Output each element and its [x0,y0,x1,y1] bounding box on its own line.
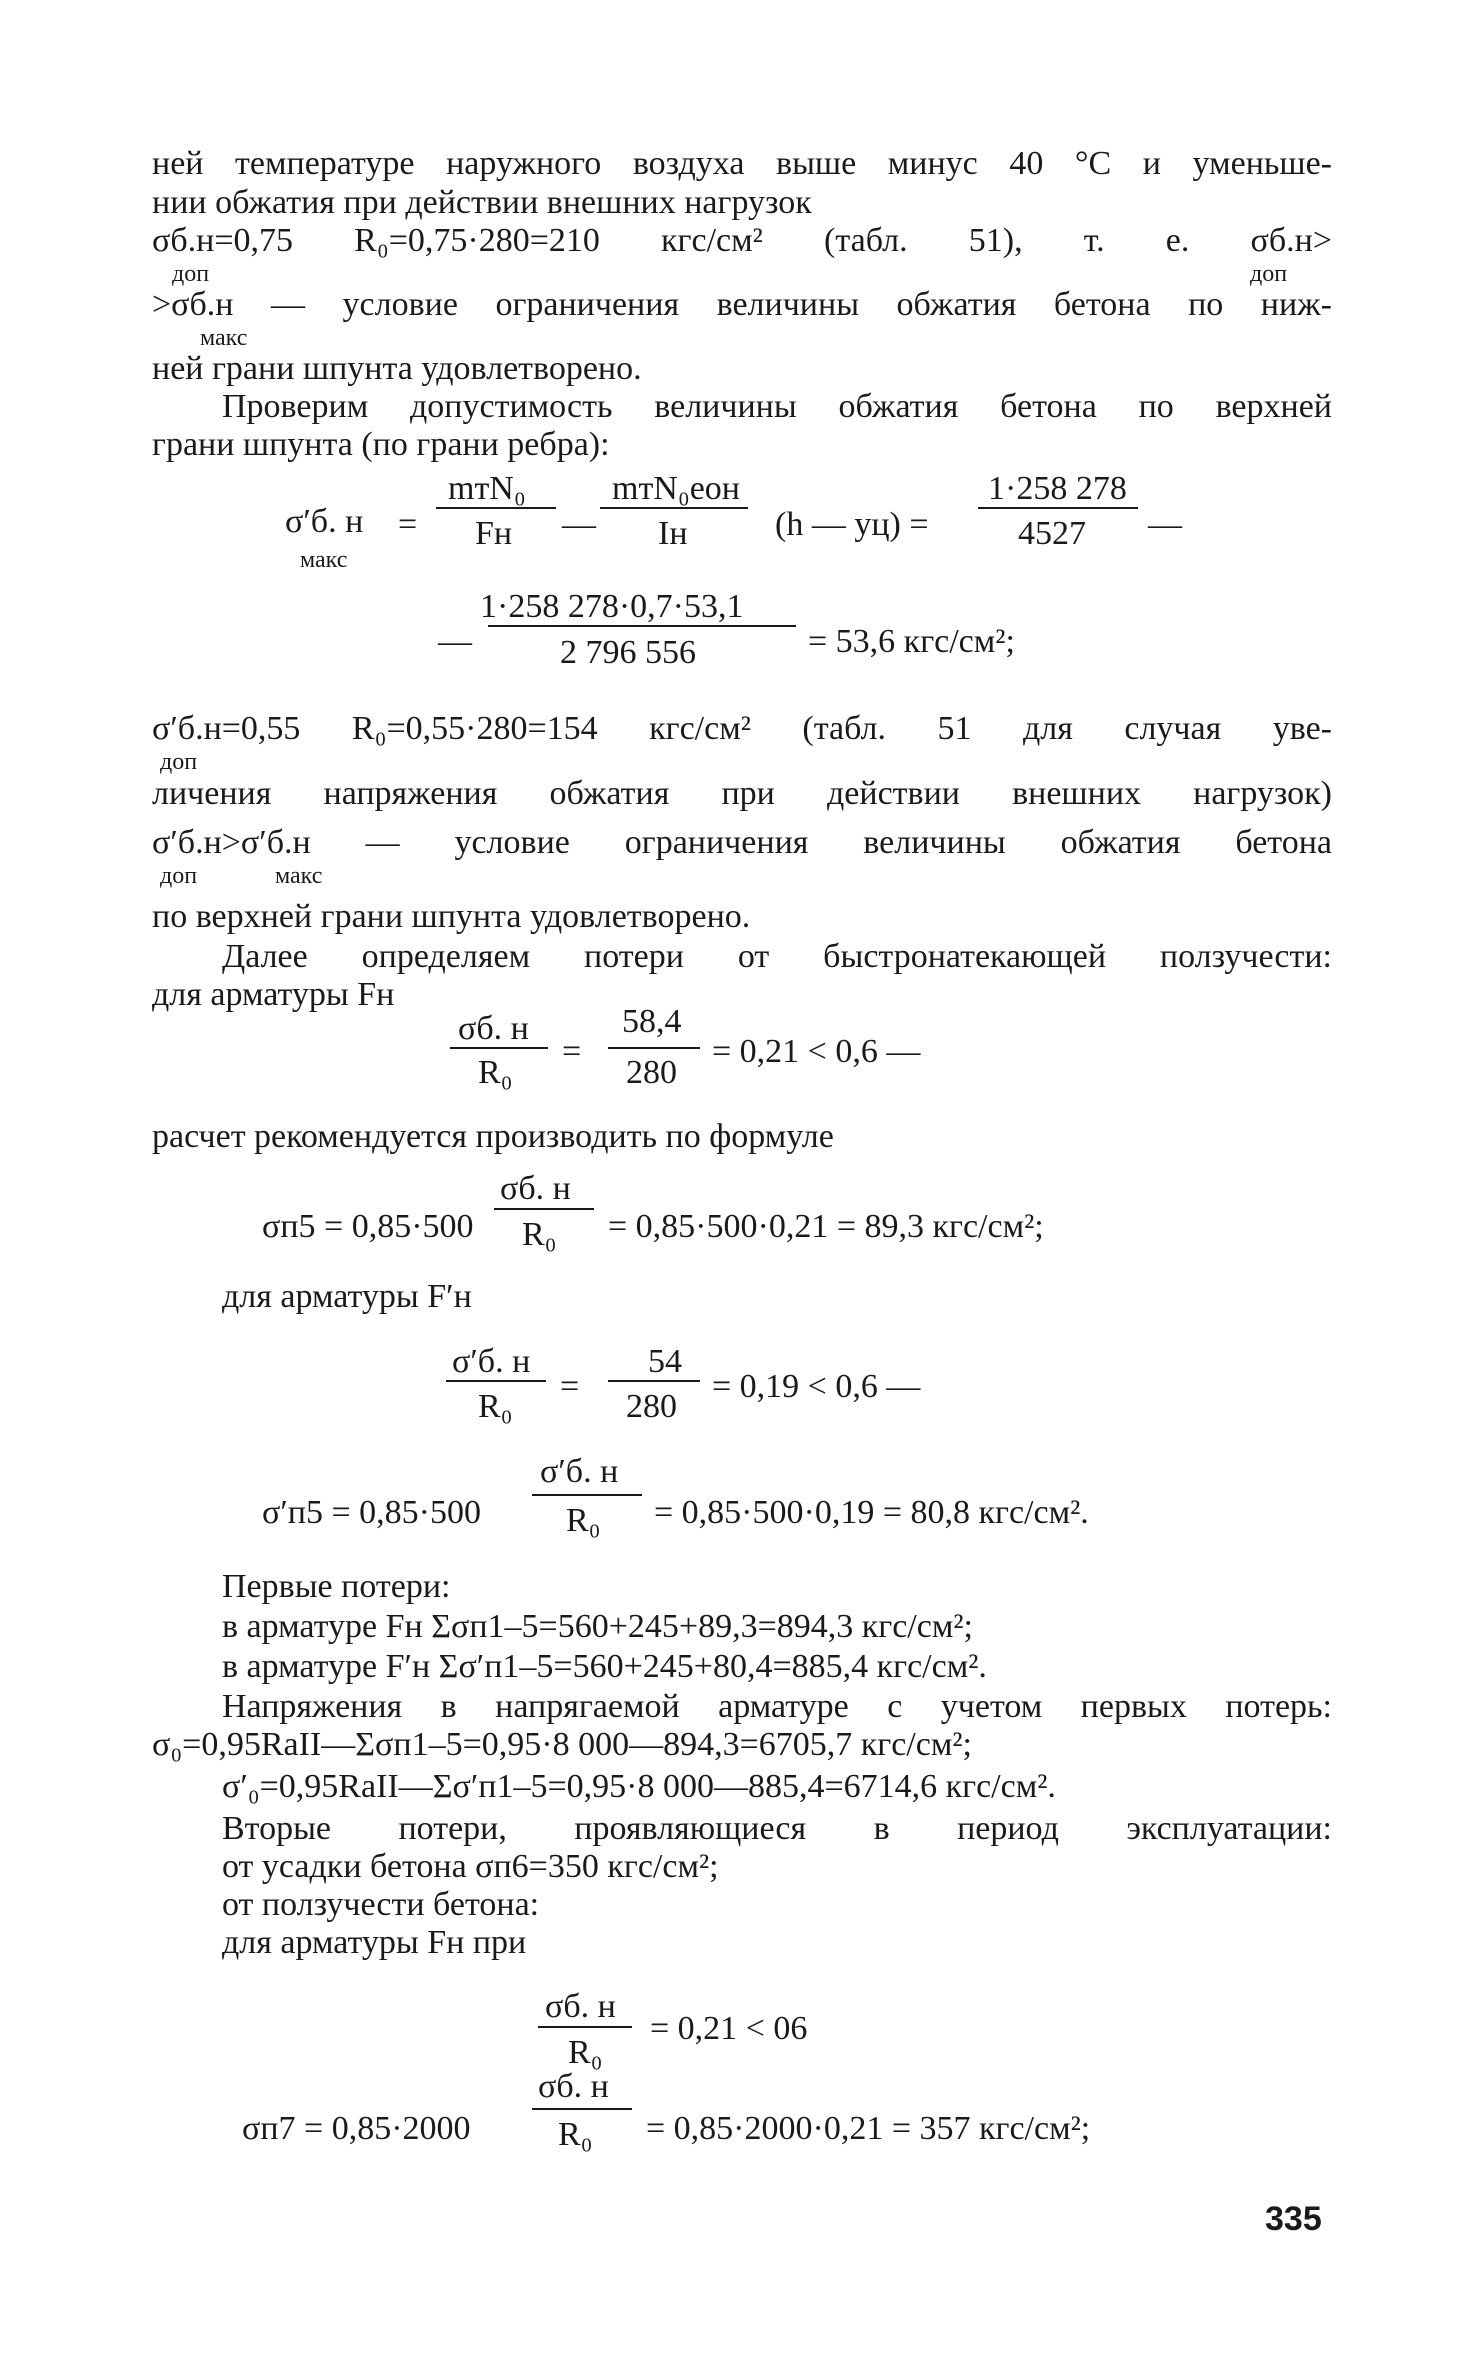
formula-lhs: σ′п5 = 0,85·500 [262,1494,481,1531]
fraction-numerator: 1·258 278·0,7·53,1 [480,588,744,625]
text-line: по верхней грани шпунта удовлетворено. [152,898,751,935]
fraction-numerator: σб. н [538,2068,609,2105]
text-line: в арматуре F′н Σσ′п1–5=560+245+80,4=885,4 кгс/см². [222,1648,987,1685]
subscript: макс [300,547,348,573]
text-line: личения напряжения обжатия при действии внешних нагрузок) [152,775,1332,812]
fraction-bar [608,1047,700,1049]
formula-operator: — [1148,506,1182,543]
text-line: нии обжатия при действии внешних нагрузок [152,184,812,221]
fraction-numerator: 58,4 [622,1003,682,1040]
fraction-bar [532,1494,642,1496]
fraction-denominator: Fн [475,515,513,552]
fraction-denominator: R₀ [566,1502,601,1539]
fraction-numerator: σб. н [500,1170,571,1207]
formula-expression: = 0,85·500·0,21 = 89,3 кгс/см²; [608,1208,1044,1245]
text-line: σб.н=0,75 R₀=0,75·280=210 кгс/см² (табл. 51), т. е. σб.н> [152,222,1332,259]
formula-lhs: σп7 = 0,85·2000 [242,2110,471,2147]
fraction-denominator: 280 [626,1388,677,1425]
fraction-denominator: R₀ [568,2034,603,2071]
fraction-numerator: 1·258 278 [988,470,1127,507]
formula-expression: (h — yц) = [775,506,929,543]
text-line: Вторые потери, проявляющиеся в период эксплуатации: [222,1810,1332,1847]
fraction-denominator: R₀ [478,1054,513,1091]
fraction-numerator: σ′б. н [540,1453,619,1490]
fraction-denominator: Iн [658,515,688,552]
text-line: Проверим допустимость величины обжатия бетона по верхней [222,388,1332,425]
fraction-denominator: 4527 [1018,515,1086,552]
text-line: ней грани шпунта удовлетворено. [152,350,642,387]
formula-operator: — [438,623,472,660]
text-line: для арматуры Fн при [222,1924,527,1961]
text-line: расчет рекомендуется производить по формуле [152,1118,834,1155]
text-line: грани шпунта (по грани ребра): [152,426,610,463]
text-line: σ₀=0,95RaII—Σσп1–5=0,95·8 000—894,3=6705,7 кгс/см²; [152,1726,973,1763]
fraction-denominator: 2 796 556 [560,634,696,671]
text-line: для арматуры Fн [152,976,395,1013]
formula-lhs: σ′б. н [285,503,364,540]
fraction-denominator: R₀ [558,2116,593,2153]
fraction-denominator: 280 [626,1054,677,1091]
formula-operator: = [398,506,418,543]
fraction-numerator: 54 [648,1343,682,1380]
text-line: σ′₀=0,95RaII—Σσ′п1–5=0,95·8 000—885,4=6714,6 кгс/см². [222,1768,1056,1805]
text-line: σ′б.н>σ′б.н — условие ограничения величины обжатия бетона [152,824,1332,861]
text-line: >σб.н — условие ограничения величины обжатия бетона по ниж- [152,286,1332,323]
text-line: от ползучести бетона: [222,1886,540,1923]
text-line: σ′б.н=0,55 R₀=0,55·280=154 кгс/см² (табл. 51 для случая уве- [152,710,1332,747]
fraction-bar [538,2026,632,2028]
formula-operator: = [560,1368,580,1405]
text-line: от усадки бетона σп6=350 кгс/см²; [222,1848,719,1885]
subscript: макс [275,863,323,889]
formula-expression: = 0,85·2000·0,21 = 357 кгс/см²; [646,2110,1091,2147]
text-line: Напряжения в напрягаемой арматуре с учетом первых потерь: [222,1688,1332,1725]
fraction-bar [446,1380,546,1382]
fraction-bar [436,507,556,509]
formula-expression: = 0,21 < 06 [650,2010,808,2047]
formula-expression: = 0,21 < 0,6 — [712,1033,921,1070]
formula-expression: = 53,6 кгс/см²; [808,623,1015,660]
fraction-bar [600,507,748,509]
text-line: ней температуре наружного воздуха выше минус 40 °С и уменьше- [152,145,1332,182]
fraction-numerator: σ′б. н [452,1343,531,1380]
text-line: Первые потери: [222,1568,451,1605]
text-line: в арматуре Fн Σσп1–5=560+245+89,3=894,3 кгс/см²; [222,1608,973,1645]
formula-expression: = 0,85·500·0,19 = 80,8 кгс/см². [654,1494,1089,1531]
text-line: для арматуры F′н [222,1278,472,1315]
fraction-bar [488,625,796,627]
fraction-bar [494,1208,594,1210]
subscript: доп [160,749,198,775]
page-number: 335 [1265,2200,1322,2238]
fraction-bar [978,507,1138,509]
fraction-numerator: σб. н [458,1010,529,1047]
fraction-bar [532,2108,632,2110]
fraction-denominator: R₀ [478,1388,513,1425]
formula-operator: — [562,506,596,543]
subscript: доп [160,863,198,889]
formula-operator: = [562,1033,582,1070]
fraction-numerator: mтN₀eон [612,470,740,507]
subscript: макс [200,325,248,351]
fraction-bar [450,1047,548,1049]
formula-lhs: σп5 = 0,85·500 [262,1208,474,1245]
formula-expression: = 0,19 < 0,6 — [712,1368,921,1405]
fraction-numerator: mтN₀ [448,470,526,507]
fraction-numerator: σб. н [545,1988,616,2025]
fraction-denominator: R₀ [522,1216,557,1253]
subscript: доп [1250,261,1288,287]
text-line: Далее определяем потери от быстронатекающей ползучести: [222,938,1332,975]
fraction-bar [608,1380,700,1382]
subscript: доп [172,261,210,287]
